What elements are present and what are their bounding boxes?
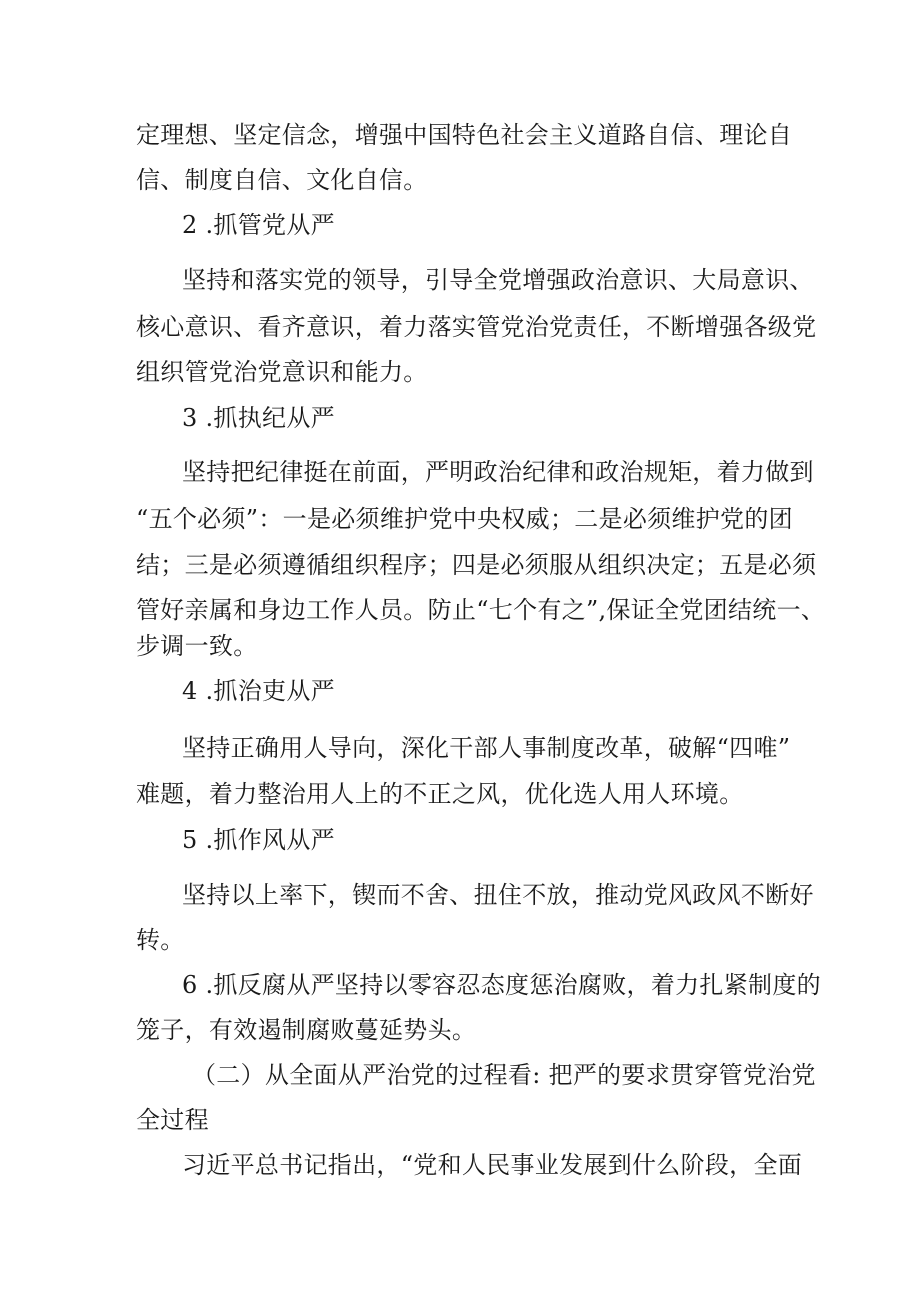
paragraph-line: 组织管党治党意识和能力。 (136, 358, 428, 386)
paragraph-line: 管好亲属和身边工作人员。防止“七个有之”,保证全党团结统一、 (136, 596, 826, 624)
paragraph-line: “五个必须”：一是必须维护党中央权威；二是必须维护党的团 (136, 505, 793, 533)
paragraph-line: 结；三是必须遵循组织程序；四是必须服从组织决定；五是必须 (136, 551, 817, 579)
paragraph-line: 坚持把纪律挺在前面，严明政治纪律和政治规矩，着力做到 (182, 458, 814, 486)
paragraph-line: 转。 (136, 926, 185, 954)
paragraph-line: 坚持以上率下，锲而不舍、扭住不放，推动党风政风不断好 (182, 881, 814, 909)
section-heading: 2 .抓管党从严 (182, 211, 335, 239)
subsection-heading: （二）从全面从严治党的过程看: 把严的要求贯穿管党治党 (192, 1061, 816, 1089)
subsection-heading-continued: 全过程 (136, 1106, 209, 1134)
paragraph-line: 坚持正确用人导向，深化干部人事制度改革，破解“四唯” (182, 734, 791, 762)
paragraph-line: 信、制度自信、文化自信。 (136, 166, 428, 194)
section-heading: 5 .抓作风从严 (182, 826, 335, 854)
paragraph-line: 步调一致。 (136, 632, 258, 660)
section-heading: 6 .抓反腐从严坚持以零容忍态度惩治腐败，着力扎紧制度的 (182, 971, 821, 999)
paragraph-line: 坚持和落实党的领导，引导全党增强政治意识、大局意识、 (182, 266, 814, 294)
section-heading: 4 .抓治吏从严 (182, 677, 335, 705)
paragraph-line: 定理想、坚定信念，增强中国特色社会主义道路自信、理论自 (136, 121, 793, 149)
section-heading: 3 .抓执纪从严 (182, 404, 335, 432)
paragraph-line: 习近平总书记指出，“党和人民事业发展到什么阶段，全面 (182, 1151, 803, 1179)
paragraph-line: 难题，着力整治用人上的不正之风，优化选人用人环境。 (136, 780, 744, 808)
paragraph-line: 笼子，有效遏制腐败蔓延势头。 (136, 1016, 477, 1044)
paragraph-line: 核心意识、看齐意识，着力落实管党治党责任，不断增强各级党 (136, 313, 817, 341)
